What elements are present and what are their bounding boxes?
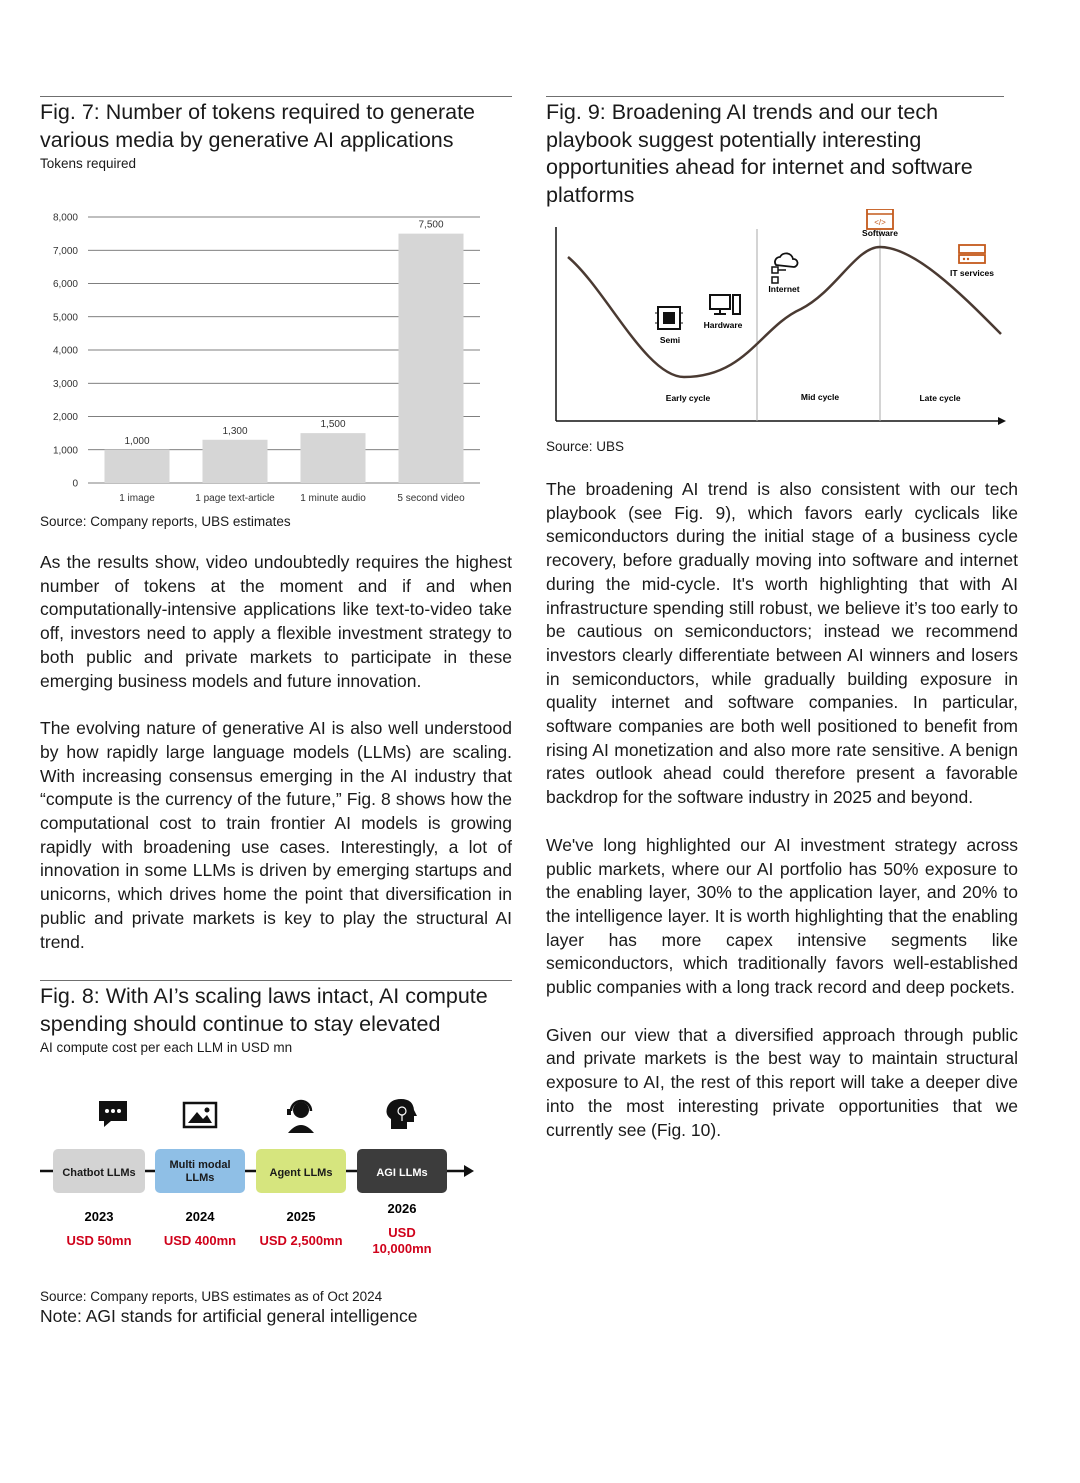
bar (203, 440, 268, 483)
chip-icon (655, 307, 683, 329)
fig7-source: Source: Company reports, UBS estimates (40, 514, 291, 529)
fig8-note: Note: AGI stands for artificial general intelligence (40, 1306, 418, 1327)
left-column (40, 96, 512, 1327)
chat-bubble-icon (99, 1101, 127, 1127)
item-label-it-services: IT services (950, 268, 994, 278)
stage-label: Agent LLMs (269, 1167, 333, 1180)
brain-head-icon (387, 1099, 418, 1129)
item-label-software: Software (862, 228, 898, 238)
code-window-icon (867, 209, 893, 229)
stage-year: 2025 (286, 1209, 316, 1225)
fig9-top-rule (546, 96, 1004, 97)
agent-headset-icon (287, 1101, 314, 1133)
fig8-title: Fig. 8: With AI’s scaling laws intact, AI compute spending should continue to stay elevated (40, 984, 488, 1036)
y-tick-label: 3,000 (52, 378, 78, 390)
fig7-subtitle: Tokens required (40, 156, 137, 171)
left-body (40, 551, 512, 954)
stage-chatbot (53, 1149, 145, 1193)
fig8-top-rule (40, 980, 512, 981)
item-label-semi: Semi (659, 335, 681, 345)
stage-year: 2023 (84, 1209, 114, 1225)
stage-label: AGI LLMs (376, 1167, 428, 1180)
bar (301, 433, 366, 483)
stage-label-line1: Multi modal (169, 1159, 231, 1172)
stage-agent (256, 1149, 346, 1193)
right-column (546, 96, 1018, 1142)
x-axis-arrowhead (998, 417, 1006, 425)
stage-box (155, 1149, 245, 1193)
fig8-timeline (40, 1057, 512, 1267)
left-paragraph-2: The evolving nature of generative AI is also well understood by how rapidly large language models (LLMs) are scaling. With increasing consensus emerging in the AI industry that “compute is the currency of the future,” Fig. 8 shows how the computational cost to train frontier AI models is growing rapidly with broadening use cases. Interestingly, a lot of innovation in some LLMs is driven by emerging startups and unicorns, which drives home the point that diversification in public and private markets is key to play the structural AI trend. (40, 718, 512, 952)
bar-value-label: 7,500 (418, 219, 444, 231)
stage-agi (357, 1149, 447, 1193)
bar-value-label: 1,000 (124, 435, 150, 447)
stage-cost: USD 400mn (163, 1233, 237, 1249)
fig7-bar-chart (40, 173, 512, 513)
x-tick-label: 1 page text-article (195, 493, 275, 504)
fig9-source: Source: UBS (546, 439, 625, 454)
stage-label: Chatbot LLMs (62, 1167, 136, 1180)
y-tick-label: 7,000 (52, 245, 78, 257)
bar-value-label: 1,500 (320, 419, 346, 431)
fig9-title: Fig. 9: Broadening AI trends and our tech playbook suggest potentially interesting opportunities ahead for internet and software platforms (546, 100, 973, 207)
y-tick-label: 1,000 (52, 445, 78, 457)
x-tick-label: 5 second video (397, 493, 465, 504)
phase-label-mid: Mid cycle (800, 392, 840, 402)
phase-label-early: Early cycle (665, 393, 711, 403)
svg-text:</>: </> (874, 218, 886, 227)
stage-cost: USD 50mn (66, 1233, 132, 1249)
stage-year: 2026 (387, 1201, 417, 1217)
bar-value-label: 1,300 (222, 425, 248, 437)
y-tick-label: 4,000 (52, 345, 78, 357)
right-body (546, 478, 1018, 1142)
phase-label-late: Late cycle (919, 393, 961, 403)
stage-cost: USD 2,500mn (259, 1233, 343, 1249)
stage-label-line2: LLMs (185, 1172, 215, 1185)
stage-year: 2024 (185, 1209, 215, 1225)
computer-icon (710, 295, 740, 314)
stage-multimodal (155, 1149, 245, 1193)
server-icon (959, 245, 985, 263)
stage-cost-line1: USD (388, 1225, 416, 1241)
fig8-source: Source: Company reports, UBS estimates as of Oct 2024 (40, 1289, 383, 1305)
item-label-internet: Internet (768, 284, 800, 294)
right-paragraph-3: Given our view that a diversified approach through public and private markets is the best way to maintain structural exposure to AI, the rest of this report will take a deeper dive into the most interesting private opportunities that we currently see (Fig. 10). (546, 1024, 1018, 1140)
y-tick-label: 0 (72, 478, 78, 490)
y-tick-label: 2,000 (52, 412, 78, 423)
right-paragraph-1: The broadening AI trend is also consistent with our tech playbook (see Fig. 9), which favors early cyclicals like semiconductors during the initial stage of a business cycle recovery, before gradually moving into software and internet during the mid-cycle. It's worth highlighting that with AI infrastructure spending still robust, we believe it’s too early to be cautious on semiconductors; instead we recommend investors clearly differentiate between AI winners and losers in semiconductors, while gradually building exposure in quality internet and software companies. In particular, software companies are both well positioned to benefit from rising AI monetization and also more rate sensitive. A benign rates outlook ahead could therefore present a favorable backdrop for the software industry in 2025 and beyond. (546, 479, 1018, 808)
stage-cost-line2: 10,000mn (372, 1241, 432, 1257)
fig9-cycle-diagram (546, 209, 1018, 439)
fig7-top-rule (40, 96, 512, 97)
fig7-title: Fig. 7: Number of tokens required to generate various media by generative AI applications (40, 100, 476, 152)
cloud-network-icon (772, 253, 798, 283)
x-tick-label: 1 image (119, 493, 155, 504)
y-tick-label: 8,000 (52, 212, 78, 224)
y-tick-label: 6,000 (52, 279, 78, 290)
image-icon (184, 1103, 216, 1127)
item-label-hardware: Hardware (703, 320, 743, 330)
right-paragraph-2: We've long highlighted our AI investment strategy across public markets, where our AI portfolio has 50% exposure to the enabling layer, 30% to the application layer, and 20% to the intelligence layer. It is worth highlighting that the enabling layer has more capex intensive segments like semiconductors, which traditionally favors well-established public companies with a long track record and deep pockets. (546, 834, 1018, 998)
bar (105, 450, 170, 483)
bar (399, 234, 464, 483)
fig8-subtitle: AI compute cost per each LLM in USD mn (40, 1040, 293, 1056)
timeline-arrowhead (464, 1165, 474, 1177)
left-paragraph-1: As the results show, video undoubtedly requires the highest number of tokens at the moment and if and when computationally-intensive applications like text-to-video take off, investors need to apply a flexible investment strategy to both public and private markets to participate in these emerging business models and future innovation. (40, 552, 512, 691)
y-tick-label: 5,000 (52, 312, 78, 324)
x-tick-label: 1 minute audio (300, 493, 366, 504)
